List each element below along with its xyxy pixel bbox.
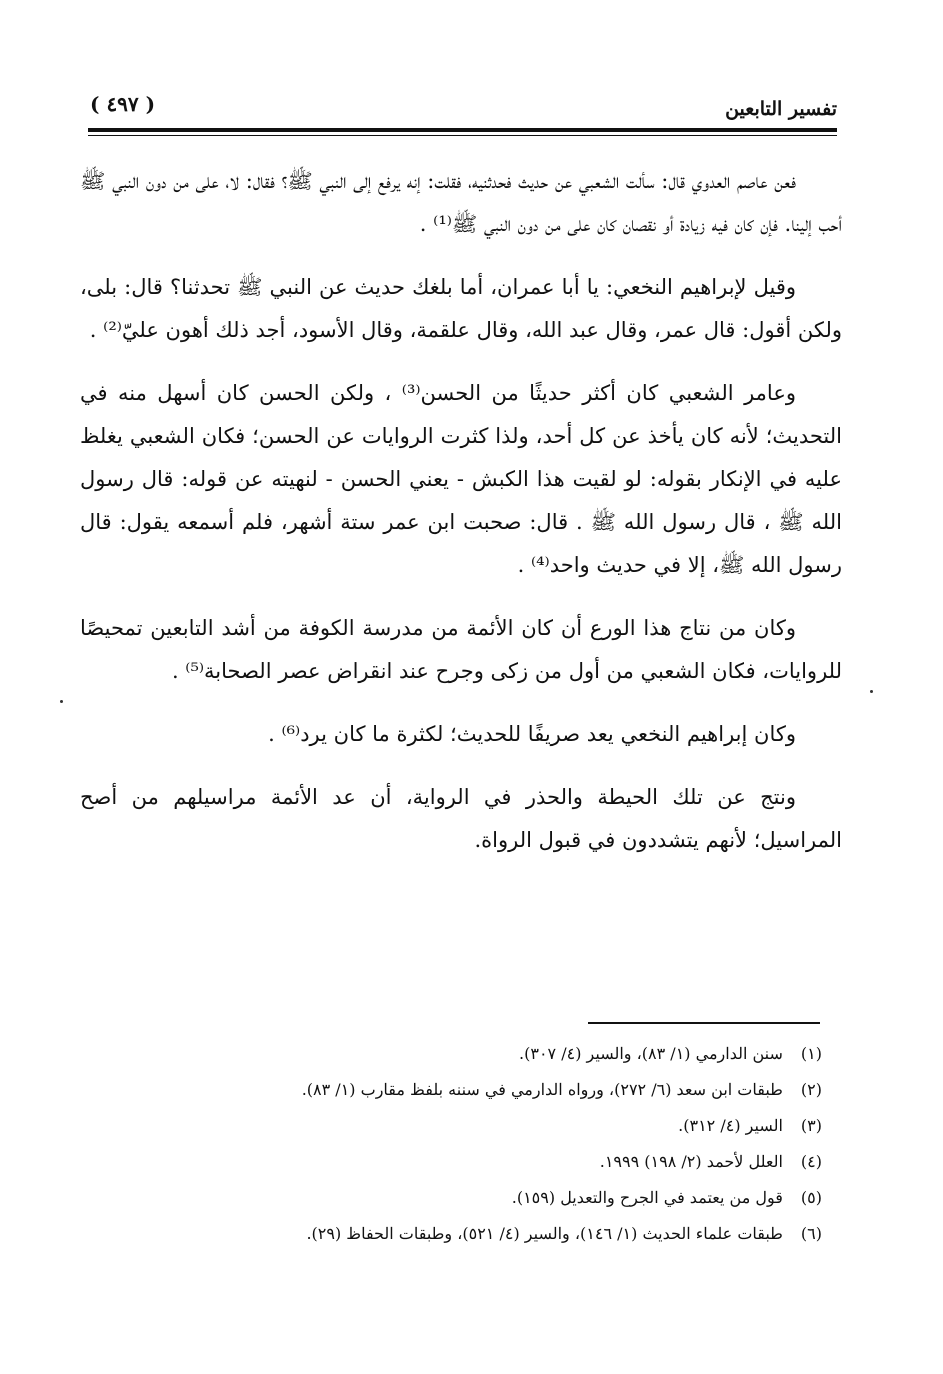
footnote bbox=[80, 1216, 822, 1252]
footnote-text: طبقات علماء الحديث (١/ ١٤٦)، والسير (٤/ ٥٢١)، وطبقات الحفاظ (٢٩). bbox=[306, 1224, 783, 1243]
scan-speck bbox=[870, 690, 873, 693]
footnotes bbox=[80, 1036, 822, 1252]
footnote bbox=[80, 1144, 822, 1180]
page-number: ( ٤٩٧ ) bbox=[90, 92, 156, 116]
footnote bbox=[80, 1180, 822, 1216]
footnote-text: طبقات ابن سعد (٦/ ٢٧٢)، ورواه الدارمي في سننه بلفظ مقارب (١/ ٨٣). bbox=[301, 1080, 783, 1099]
footnote-number: (٦) bbox=[800, 1224, 822, 1243]
scan-speck bbox=[60, 700, 63, 703]
footnote-number: (١) bbox=[800, 1044, 822, 1063]
footnote-separator bbox=[588, 1022, 820, 1024]
paragraph: وكان من نتاج هذا الورع أن كان الأئمة من مدرسة الكوفة من أشد التابعين تمحيصًا للروايات، فكان الشعبي من أول من زكى وجرح عند انقراض عصر الصحابة⁽⁵⁾ . bbox=[80, 616, 842, 683]
footnote bbox=[80, 1108, 822, 1144]
paragraph: ونتج عن تلك الحيطة والحذر في الرواية، أن عد الأئمة مراسيلهم من أصح المراسيل؛ لأنهم يتشددون في قبول الرواة. bbox=[80, 785, 842, 852]
footnote-text: السير (٤/ ٣١٢). bbox=[678, 1116, 783, 1135]
header-rule-thick bbox=[88, 128, 837, 132]
paragraph: وكان إبراهيم النخعي يعد صريفًا للحديث؛ لكثرة ما كان يرد⁽⁶⁾ . bbox=[268, 722, 796, 746]
paragraph: فعن عاصم العدوي قال: سألت الشعبي عن حديث فحدثنيه، فقلت: إنه يرفع إلى النبي ﷺ؟ فقال: لا، على من دون النبي ﷺ أحب إلينا. فإن كان فيه زيادة أو نقصان كان على من دون النبي ﷺ⁽¹⁾ . bbox=[80, 169, 842, 236]
paragraph: وعامر الشعبي كان أكثر حديثًا من الحسن⁽³⁾ ، ولكن الحسن كان أسهل منه في التحديث؛ لأنه كان يأخذ عن كل أحد، ولذا كثرت الروايات عن الحسن؛ فكان الشعبي يغلظ عليه في الإنكار بقوله: لو لقيت هذا الكبش - يعني الحسن - لنهيته عن قوله: قال رسول الله ﷺ ، قال رسول الله ﷺ . قال: صحبت ابن عمر ستة أشهر، فلم أسمعه يقول: قال رسول الله ﷺ، إلا في حديث واحد⁽⁴⁾ . bbox=[80, 381, 842, 577]
page-header bbox=[88, 88, 837, 124]
footnote-number: (٢) bbox=[800, 1080, 822, 1099]
footnote bbox=[80, 1036, 822, 1072]
running-title: تفسير التابعين bbox=[725, 98, 837, 120]
paragraph: وقيل لإبراهيم النخعي: يا أبا عمران، أما بلغك حديث عن النبي ﷺ تحدثنا؟ قال: بلى، ولكن أقول: قال عمر، وقال عبد الله، وقال علقمة، وقال الأسود، أجد ذلك أهون عليّ⁽²⁾ . bbox=[80, 275, 842, 342]
footnote-number: (٣) bbox=[800, 1116, 822, 1135]
footnote-number: (٤) bbox=[800, 1152, 822, 1171]
footnote bbox=[80, 1072, 822, 1108]
footnote-text: قول من يعتمد في الجرح والتعديل (١٥٩). bbox=[511, 1188, 783, 1207]
footnote-number: (٥) bbox=[800, 1188, 822, 1207]
footnote-text: العلل لأحمد (٢/ ١٩٨) ١٩٩٩. bbox=[599, 1152, 783, 1171]
footnote-text: سنن الدارمي (١/ ٨٣)، والسير (٤/ ٣٠٧). bbox=[519, 1044, 783, 1063]
header-rule-thin bbox=[88, 135, 837, 136]
main-text bbox=[80, 160, 842, 862]
